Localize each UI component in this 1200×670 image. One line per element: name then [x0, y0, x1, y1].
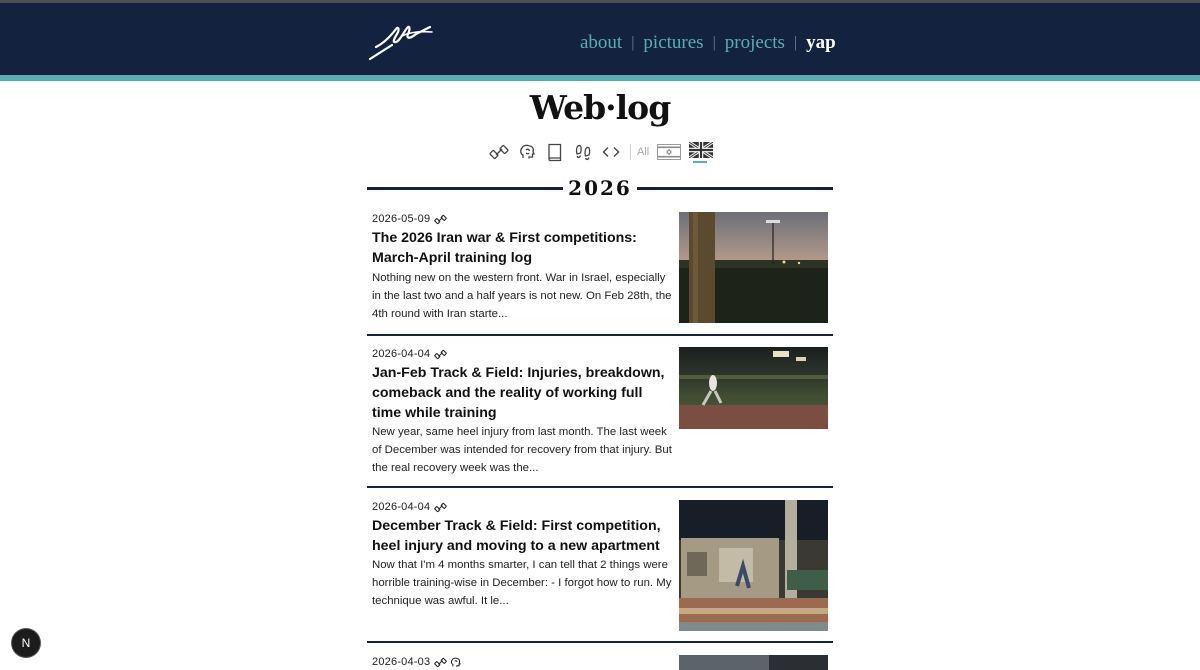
post-date: 2026-04-04	[372, 501, 431, 513]
main-nav	[580, 29, 836, 57]
post-thumbnail[interactable]	[679, 347, 828, 429]
nav-pictures[interactable]: pictures	[643, 32, 704, 53]
nav-about[interactable]: about	[580, 32, 623, 53]
year-label: 2026	[568, 176, 632, 200]
dumbbell-icon	[434, 348, 447, 361]
post-divider	[367, 334, 833, 336]
nav-separator: |	[793, 34, 798, 51]
post-excerpt: Nothing new on the western front. War in Israel, especially in the last two and a half years is not new. On Feb 28th, the 4th round with Iran starte...	[372, 272, 672, 320]
post-title[interactable]: The 2026 Iran war & First competitions: March-April training log	[372, 230, 637, 266]
site-header	[0, 3, 1200, 75]
dumbbell-icon	[434, 213, 447, 226]
signature-logo-icon[interactable]	[366, 17, 436, 63]
post-thumbnail[interactable]	[679, 655, 828, 670]
post-thumbnail[interactable]	[679, 500, 828, 631]
post-meta	[372, 655, 464, 669]
nav-projects[interactable]: projects	[724, 32, 785, 53]
code-icon[interactable]	[600, 141, 622, 163]
year-divider	[367, 176, 833, 202]
filter-separator	[630, 144, 631, 160]
post-excerpt: Now that I'm 4 months smarter, I can tell that 2 things were horrible training-wise in December: - I forgot how to run. My technique was awful. It le...	[372, 559, 672, 607]
dumbbell-icon	[434, 501, 447, 514]
post-title[interactable]: December Track & Field: First competition, heel injury and moving to a new apartment	[372, 518, 661, 554]
post-meta	[372, 500, 449, 514]
year-rule-right	[637, 187, 833, 190]
header-accent-bar	[0, 75, 1200, 81]
post-item[interactable]	[367, 212, 833, 338]
post-meta	[372, 347, 449, 361]
book-icon[interactable]	[544, 141, 566, 163]
post-thumbnail[interactable]	[679, 212, 828, 323]
dumbbell-icon	[434, 656, 447, 669]
post-title[interactable]: Jan-Feb Track & Field: Injuries, breakdown, comeback and the reality of working full time while training	[372, 365, 665, 421]
post-divider	[367, 641, 833, 643]
post-date: 2026-05-09	[372, 213, 431, 225]
nav-separator: |	[712, 34, 716, 51]
page-title: Web·log	[529, 88, 671, 127]
category-filters	[488, 140, 721, 164]
uk-flag-icon[interactable]	[689, 142, 713, 158]
post-date: 2026-04-04	[372, 348, 431, 360]
israel-flag-icon[interactable]	[657, 144, 681, 160]
brain-icon	[449, 656, 462, 669]
post-excerpt: New year, same heel injury from last month. The last week of December was intended for recovery from that injury. But the real recovery week was the...	[372, 426, 672, 474]
nav-yap[interactable]: yap	[806, 32, 836, 53]
brain-icon[interactable]	[516, 141, 538, 163]
nextjs-dev-badge[interactable]: N	[12, 629, 40, 657]
filter-all[interactable]: All	[637, 146, 650, 158]
post-meta	[372, 212, 449, 226]
nav-separator: |	[631, 34, 635, 51]
active-language-indicator	[693, 161, 707, 163]
post-item[interactable]	[367, 500, 833, 645]
dumbbell-icon[interactable]	[488, 141, 510, 163]
post-divider	[367, 486, 833, 488]
footprints-icon[interactable]	[572, 141, 594, 163]
post-date: 2026-04-03	[372, 656, 431, 668]
post-item[interactable]	[367, 347, 833, 489]
post-item[interactable]	[367, 655, 833, 670]
uk-flag-wrapper	[689, 142, 721, 163]
